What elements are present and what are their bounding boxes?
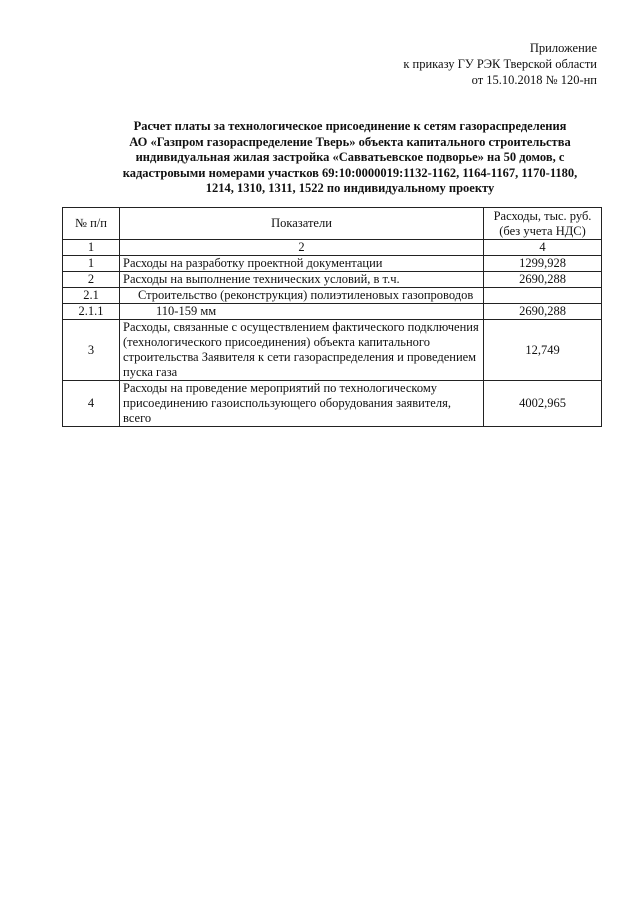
appendix-label: Приложение <box>529 41 597 55</box>
col-number: 2 <box>120 240 484 256</box>
table-header-row <box>63 208 602 240</box>
table-row <box>63 256 602 272</box>
row-num: 2.1 <box>63 288 120 304</box>
row-indicator: Расходы на проведение мероприятий по технологическому присоединению газоиспользующего оборудования заявителя, всего <box>120 381 484 427</box>
appendix-header <box>403 40 597 88</box>
title-line: индивидуальная жилая застройка «Савватьевское подворье» на 50 домов, с <box>135 150 565 164</box>
row-indicator: Строительство (реконструкция) полиэтиленовых газопроводов <box>120 288 484 304</box>
col-number: 4 <box>484 240 602 256</box>
row-indicator: Расходы на выполнение технических условий, в т.ч. <box>120 272 484 288</box>
header-num: № п/п <box>63 208 120 240</box>
table-row <box>63 320 602 381</box>
fee-calculation-table <box>62 207 602 427</box>
header-indicator: Показатели <box>120 208 484 240</box>
header-cost: Расходы, тыс. руб. (без учета НДС) <box>484 208 602 240</box>
table-row <box>63 381 602 427</box>
table-row <box>63 288 602 304</box>
row-value: 12,749 <box>484 320 602 381</box>
row-num: 1 <box>63 256 120 272</box>
row-num: 2 <box>63 272 120 288</box>
title-line: 1214, 1310, 1311, 1522 по индивидуальному проекту <box>205 181 495 195</box>
title-line: кадастровыми номерами участков 69:10:0000019:1132-1162, 1164-1167, 1170-1180, <box>122 165 578 180</box>
table-row <box>63 272 602 288</box>
row-indicator: Расходы, связанные с осуществлением фактического подключения (технологического присоединения) объекта капитального строительства Заявителя к сети газораспределения и проведением пуска газа <box>120 320 484 381</box>
col-number: 1 <box>63 240 120 256</box>
row-value: 4002,965 <box>484 381 602 427</box>
row-num: 3 <box>63 320 120 381</box>
row-value: 1299,928 <box>484 256 602 272</box>
row-num: 2.1.1 <box>63 304 120 320</box>
document-title <box>100 119 600 197</box>
row-indicator: 110-159 мм <box>120 304 484 320</box>
row-indicator: Расходы на разработку проектной документации <box>120 256 484 272</box>
row-value: 2690,288 <box>484 272 602 288</box>
title-line: АО «Газпром газораспределение Тверь» объекта капитального строительства <box>129 134 571 149</box>
table-row <box>63 304 602 320</box>
order-reference: к приказу ГУ РЭК Тверской области <box>403 57 597 71</box>
order-date-number: от 15.10.2018 № 120-нп <box>471 73 597 87</box>
row-value: 2690,288 <box>484 304 602 320</box>
column-number-row <box>63 240 602 256</box>
title-line: Расчет платы за технологическое присоединение к сетям газораспределения <box>133 119 567 133</box>
row-value <box>484 288 602 304</box>
row-num: 4 <box>63 381 120 427</box>
